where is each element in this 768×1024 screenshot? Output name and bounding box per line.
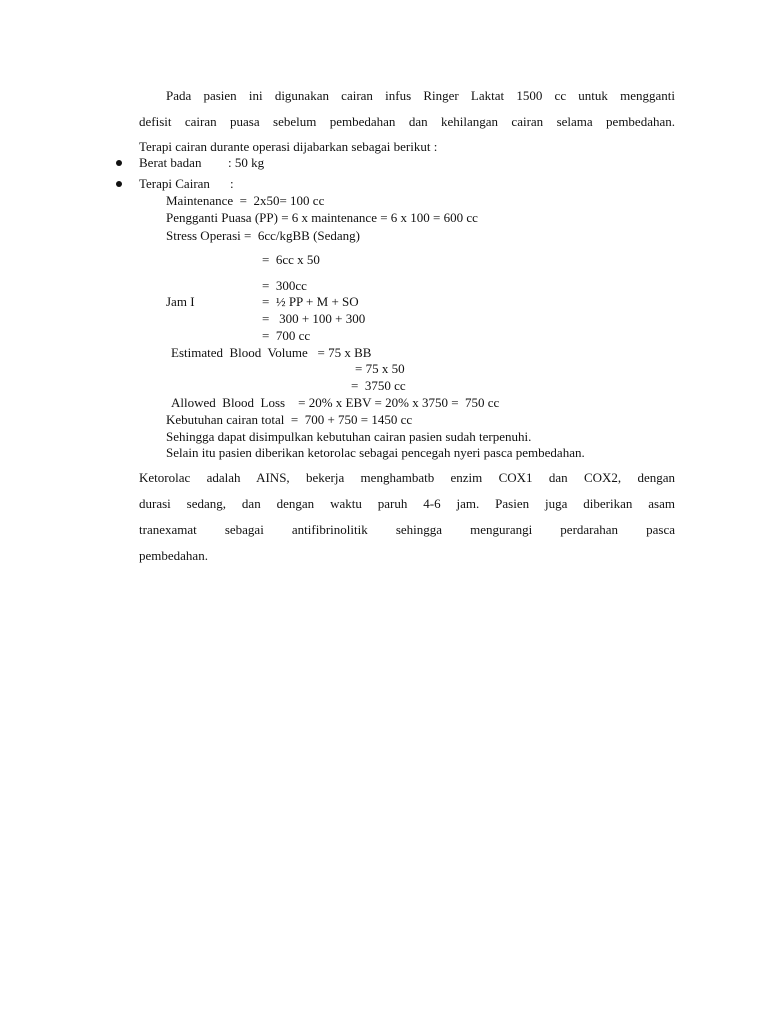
- jam-step-1: = ½ PP + M + SO: [262, 294, 359, 309]
- kebutuhan-line: Kebutuhan cairan total = 700 + 750 = 1450 cc: [166, 412, 413, 427]
- stress-step-2: = 300cc: [262, 278, 307, 293]
- ebv-step-2: = 3750 cc: [351, 378, 406, 393]
- bullet-dot: [116, 181, 122, 187]
- bullet-value-berat: : 50 kg: [228, 155, 265, 170]
- maintenance-line: Maintenance = 2x50= 100 cc: [166, 193, 325, 208]
- abl-line: Allowed Blood Loss = 20% x EBV = 20% x 3750 = 750 cc: [171, 395, 500, 410]
- ebv-step-1: = 75 x 50: [355, 361, 405, 376]
- paragraph-2-line-1: Ketorolac adalah AINS, bekerja menghambatb enzim COX1 dan COX2, dengan: [139, 470, 675, 485]
- paragraph-2-line-4: pembedahan.: [139, 548, 208, 563]
- bullet-value-terapi: :: [230, 176, 234, 191]
- paragraph-1-line-1: Pada pasien ini digunakan cairan infus Ringer Laktat 1500 cc untuk mengganti: [166, 88, 675, 103]
- jam-step-3: = 700 cc: [262, 328, 311, 343]
- paragraph-1-line-2: defisit cairan puasa sebelum pembedahan dan kehilangan cairan selama pembedahan.: [139, 114, 675, 129]
- ketorolac-note-line: Selain itu pasien diberikan ketorolac sebagai pencegah nyeri pasca pembedahan.: [166, 445, 585, 460]
- jam-step-2: = 300 + 100 + 300: [262, 311, 366, 326]
- bullet-label-berat: Berat badan: [139, 155, 202, 170]
- stress-step-1: = 6cc x 50: [262, 252, 320, 267]
- jam-label: Jam I: [166, 294, 195, 309]
- intro-text: Terapi cairan durante operasi dijabarkan sebagai berikut :: [139, 139, 438, 154]
- pengganti-puasa-line: Pengganti Puasa (PP) = 6 x maintenance = 6 x 100 = 600 cc: [166, 210, 478, 225]
- bullet-label-terapi: Terapi Cairan: [139, 176, 210, 191]
- bullet-dot: [116, 160, 122, 166]
- ebv-line: Estimated Blood Volume = 75 x BB: [171, 345, 372, 360]
- stress-operasi-line: Stress Operasi = 6cc/kgBB (Sedang): [166, 228, 360, 243]
- paragraph-2-line-3: tranexamat sebagai antifibrinolitik sehingga mengurangi perdarahan pasca: [139, 522, 675, 537]
- kesimpulan-line: Sehingga dapat disimpulkan kebutuhan cairan pasien sudah terpenuhi.: [166, 429, 532, 444]
- paragraph-2-line-2: durasi sedang, dan dengan waktu paruh 4-6 jam. Pasien juga diberikan asam: [139, 496, 675, 511]
